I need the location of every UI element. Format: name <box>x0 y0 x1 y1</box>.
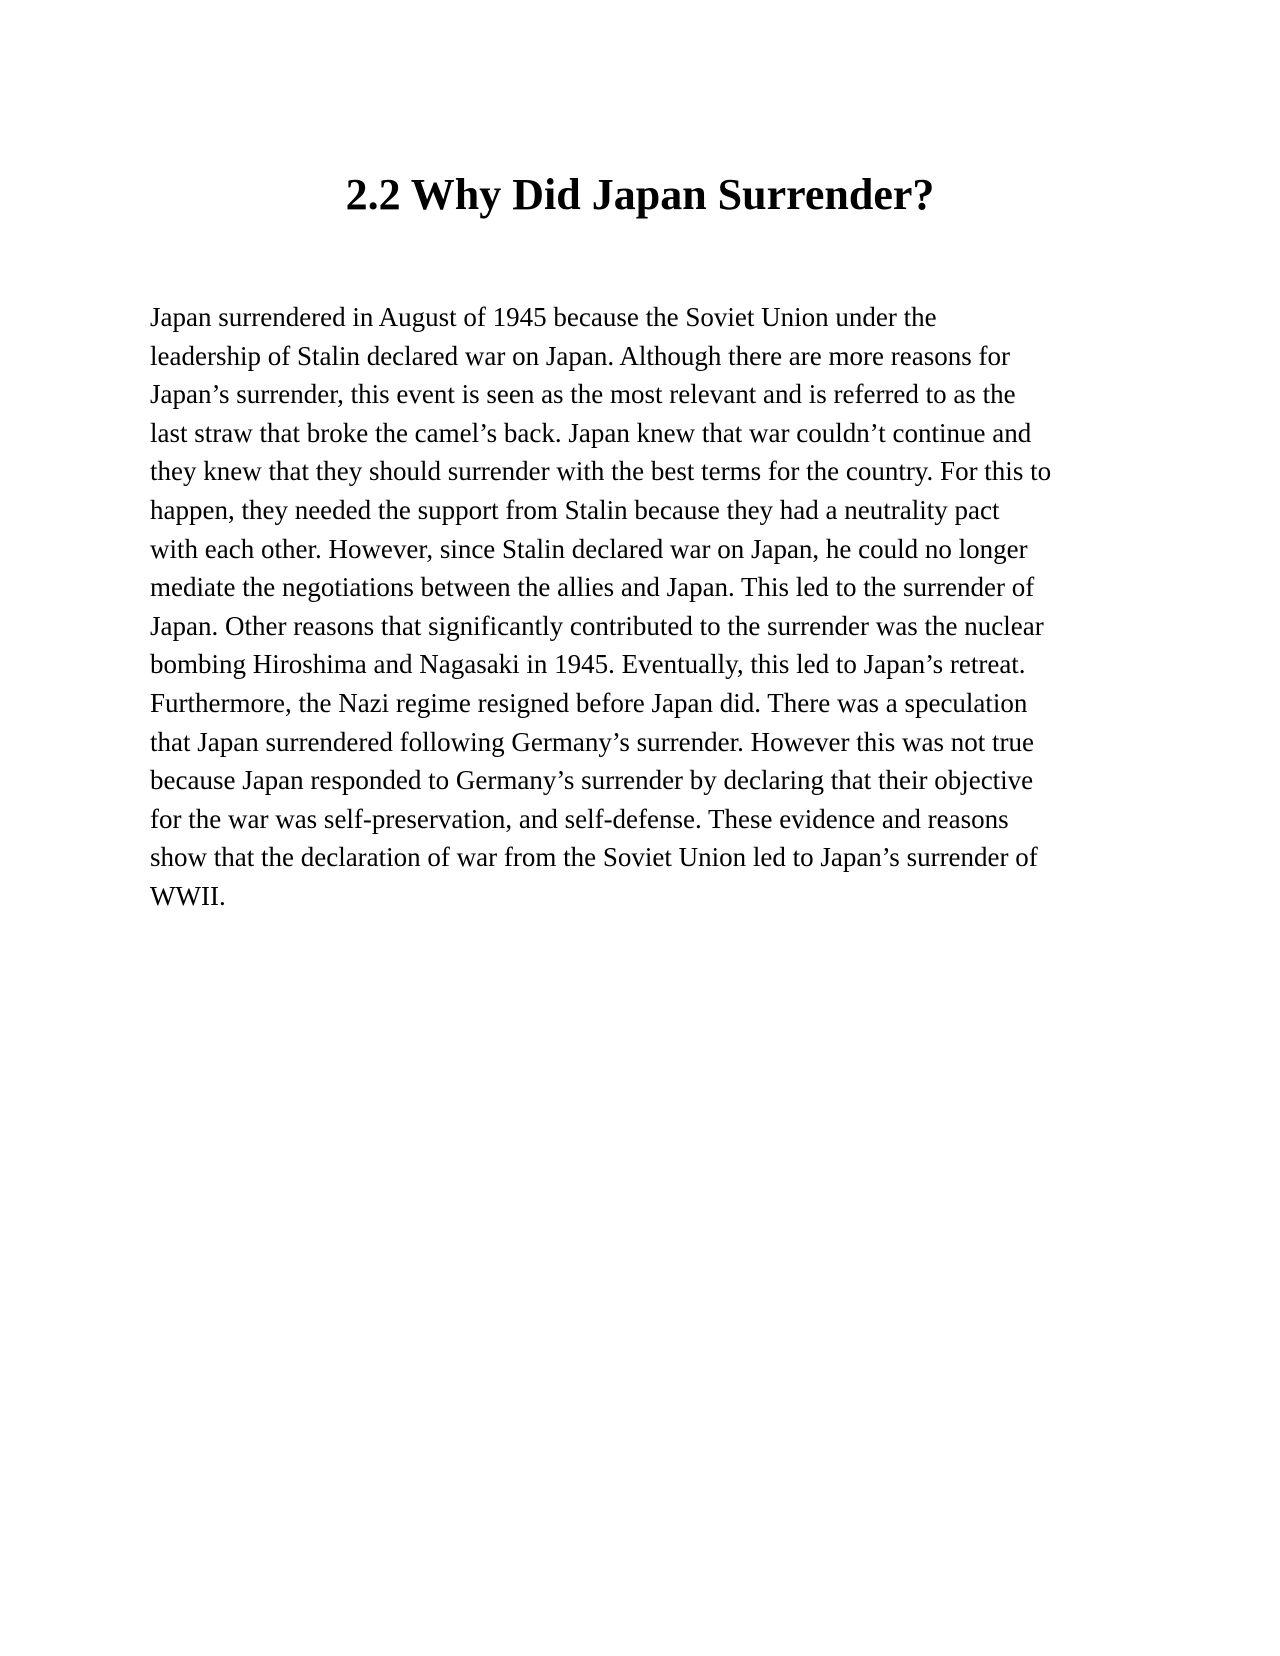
paragraph-line: Japan. Other reasons that significantly contributed to the surrender was the nuclear <box>150 610 1044 641</box>
page-title: 2.2 Why Did Japan Surrender? <box>345 170 935 219</box>
paragraph-line: Japan’s surrender, this event is seen as the most relevant and is referred to as the <box>150 379 1016 410</box>
paragraph-line: because Japan responded to Germany’s surrender by declaring that their objective <box>150 765 1034 796</box>
paragraph-line: last straw that broke the camel’s back. Japan knew that war couldn’t continue and <box>150 417 1032 448</box>
paragraph-line: happen, they needed the support from Stalin because they had a neutrality pact <box>150 494 1000 525</box>
paragraph-line: Furthermore, the Nazi regime resigned before Japan did. There was a speculation <box>150 687 1028 718</box>
body-paragraph <box>150 298 1135 916</box>
paragraph-line: leadership of Stalin declared war on Japan. Although there are more reasons for <box>150 340 1010 371</box>
paragraph-line: bombing Hiroshima and Nagasaki in 1945. Eventually, this led to Japan’s retreat. <box>150 649 1026 680</box>
paragraph-line: for the war was self-preservation, and self-defense. These evidence and reasons <box>150 803 1009 834</box>
paragraph-line: show that the declaration of war from the Soviet Union led to Japan’s surrender of <box>150 842 1038 873</box>
paragraph-line: with each other. However, since Stalin declared war on Japan, he could no longer <box>150 533 1028 564</box>
paragraph-line: mediate the negotiations between the allies and Japan. This led to the surrender of <box>150 572 1035 603</box>
paragraph-line: WWII. <box>150 880 226 911</box>
paragraph-line: Japan surrendered in August of 1945 because the Soviet Union under the <box>150 302 937 332</box>
paragraph-line: they knew that they should surrender with the best terms for the country. For this to <box>150 456 1052 487</box>
paragraph-line: that Japan surrendered following Germany’s surrender. However this was not true <box>150 726 1034 757</box>
